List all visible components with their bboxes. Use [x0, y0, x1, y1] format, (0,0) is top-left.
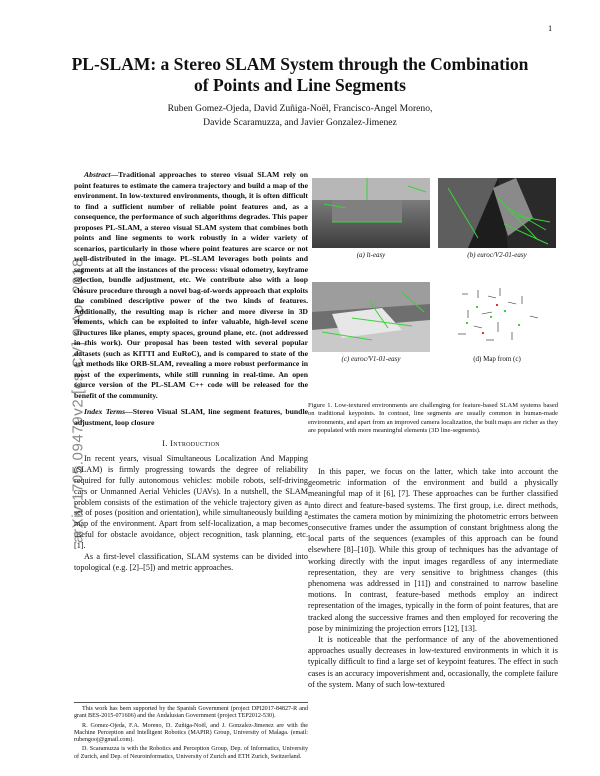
- subfig-b-caption: (b) euroc/V2-01-easy: [467, 251, 527, 259]
- subfig-a-image: [312, 178, 430, 248]
- index-terms-text: —Stereo Visual SLAM, line segment features, bundle adjustment, loop closure: [74, 407, 308, 427]
- footnote-affiliation-2: D. Scaramuzza is with the Robotics and Perception Group, Dep. of Informatics, University of Zurich, and Dep. of Neuroinformatics, University of Zurich and ETH Zurich, Switzerland.: [74, 746, 308, 760]
- author-list: [80, 102, 520, 130]
- subfig-c-caption: (c) euroc/V1-01-easy: [341, 355, 401, 363]
- subfig-d-image: [438, 282, 556, 352]
- right-column: [308, 466, 558, 690]
- arxiv-stamp: arXiv:1705.09479v2 [cs.CV] 9 Apr 2018: [69, 258, 87, 543]
- subfig-c-image: [312, 282, 430, 352]
- intro-paragraph-1: In recent years, visual Simultaneous Localization And Mapping (SLAM) is firmly progressing towards the degree of reliability required for fully autonomous vehicles: mobile robots, self-driving cars or Unmanned Aerial Vehicles (UAVs). In a nutshell, the SLAM problem consists of the estimation of the vehicle trajectory given as a set of poses (position and orientation), while simultaneously building a map of the environment. Apart from self-localization, a map becomes useful for obstacle avoidance, object recognition, task planning, etc. [1].: [74, 453, 308, 551]
- page-number: 1: [548, 25, 553, 33]
- figure-caption: Figure 1. Low-textured environments are challenging for feature-based SLAM systems based on traditional keypoints. In contrast, line segments are usually common in human-made environments, and apart from an improved camera localization, the built maps are richer as they are populated with more meaningful elements (3D line-segments).: [308, 402, 558, 434]
- footnote-affiliation-1: R. Gomez-Ojeda, F.A. Moreno, D. Zuñiga-Noël, and J. Gonzalez-Jimenez are with the Machine Perception and Intelligent Robotics (MAPIR) Group, University of Malaga. (email: rubengooj@gmail.com).: [74, 722, 308, 744]
- title-line-1: PL-SLAM: a Stereo SLAM System through the Combination: [71, 54, 529, 74]
- abstract-text: —Traditional approaches to stereo visual SLAM rely on point features to estimate the camera trajectory and build a map of the environment. In low-textured environments, though, it is often difficult to find a sufficient number of reliable point features and, as a consequence, the performance of such algorithms degrades. This paper proposes PL-SLAM, a stereo visual SLAM system that combines both points and line segments to work robustly in a wider variety of scenarios, particularly in those where point features are scarce or not well-distributed in the image. PL-SLAM leverages both points and segments at all the instances of the process: visual odometry, keyframe selection, bundle adjustment, etc. We contribute also with a loop closure procedure through a novel bag-of-words approach that exploits the combined descriptive power of the two kinds of features. Additionally, the resulting map is richer and more diverse in 3D elements, which can be exploited to infer valuable, high-level scene structures like planes, empty spaces, ground plane, etc. (not addressed in this work). Our proposal has been tested with several popular datasets (such as KITTI and EuRoC), and is compared to state of the art methods like ORB-SLAM, revealing a more robust performance in most of the experiments, while still running in real-time. An open source version of the PL-SLAM C++ code will be released for the benefit of the community.: [74, 170, 308, 400]
- subfig-b-image: [438, 178, 556, 248]
- right-paragraph-2: It is noticeable that the performance of any of the abovementioned approaches usually decreases in low-textured environments in which it is typically difficult to find a large set of keypoint features. The effect in such cases is an accuracy impoverishment and, occasionally, the complete failure of the system. Many of such low-textured: [308, 635, 558, 689]
- subfig-a-caption: (a) lt-easy: [356, 251, 386, 259]
- authors-line-1: Ruben Gomez-Ojeda, David Zuñiga-Noël, Francisco-Angel Moreno,: [167, 103, 433, 114]
- abstract: [74, 170, 308, 401]
- intro-paragraph-2: As a first-level classification, SLAM systems can be divided into topological (e.g. [2]–[5]) and metric approaches.: [74, 552, 308, 572]
- authors-line-2: Davide Scaramuzza, and Javier Gonzalez-Jimenez: [203, 117, 397, 128]
- paper-title: [40, 54, 560, 96]
- footnote-funding: This work has been supported by the Spanish Government (project DPI2017-84827-R and grant BES-2015-071606) and the Andalusian Government (project TEP2012-530).: [74, 706, 308, 720]
- section-heading: I. Introduction: [162, 438, 220, 448]
- abstract-label: Abstract: [84, 170, 111, 179]
- footnotes: [74, 702, 308, 763]
- title-line-2: of Points and Line Segments: [194, 75, 406, 95]
- subfig-d-caption: (d) Map from (c): [473, 355, 521, 363]
- left-column: [74, 170, 308, 574]
- index-terms-label: Index Terms: [84, 407, 126, 416]
- right-paragraph-1: In this paper, we focus on the latter, which take into account the geometric information of the environment and build a physically meaningful map of it [6], [7]. These approaches can be further classified into direct and feature-based systems. The first group, i.e. direct methods, estimates the camera motion by minimizing the photometric errors between consecutive frames under the assumption of constant brightness along the local parts of the sequences (examples of this approach can be found elsewhere [8]–[10]). While this group of techniques has the advantage of working directly with the input images regardless of any intermediate representation, they are very sensitive to brightness changes (this phenomena was addressed in [11]) and constrained to narrow baseline motions. In contrast, feature-based methods employ an indirect representation of the images, typically in the form of point features, that are tracked along the successive frames and then employed for recovering the pose by minimizing the projection errors [12], [13].: [308, 467, 558, 633]
- index-terms: [74, 407, 308, 428]
